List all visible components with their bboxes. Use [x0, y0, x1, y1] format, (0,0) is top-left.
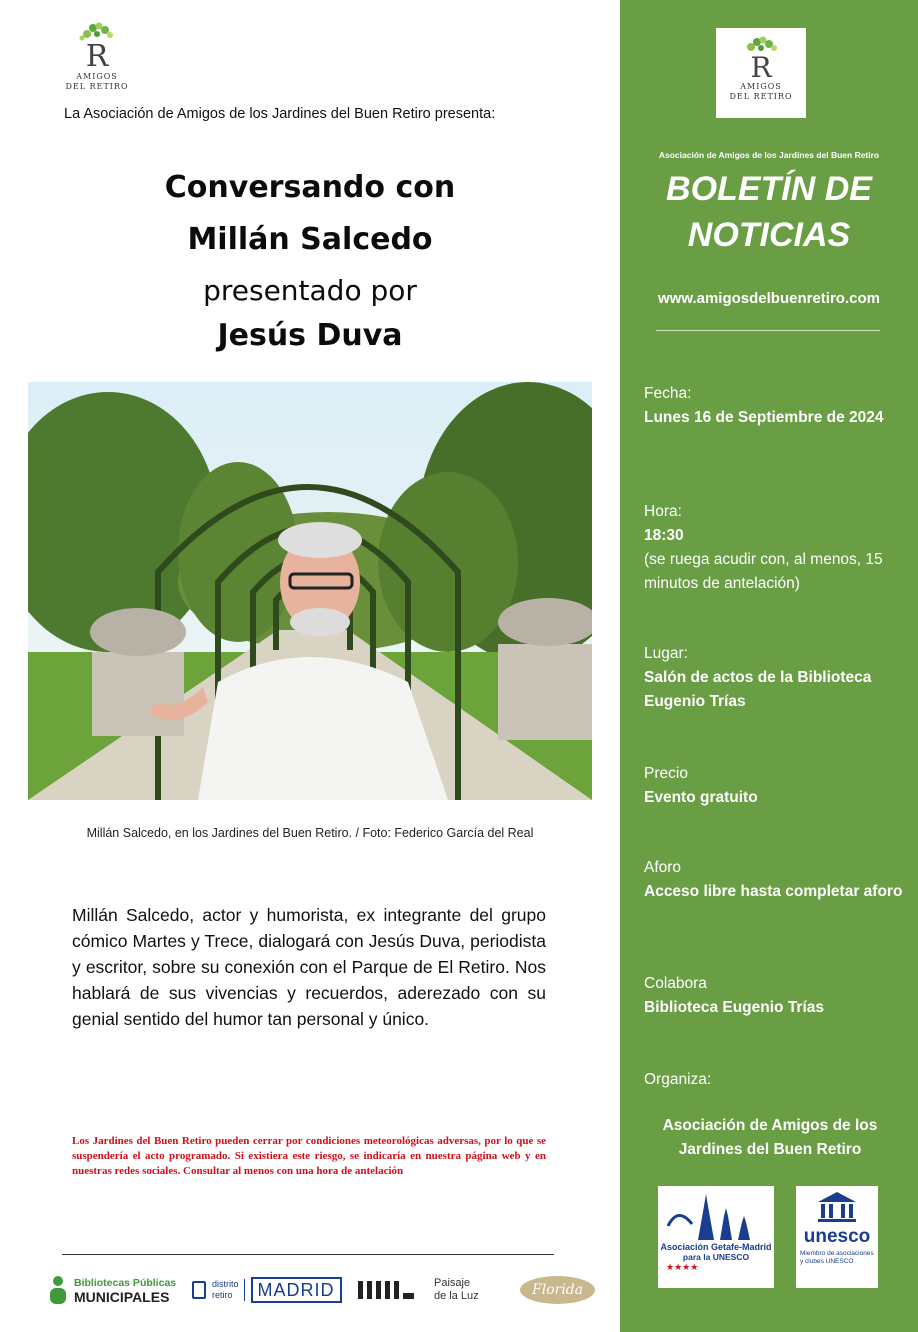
sidebar-logo-letter: R	[750, 51, 772, 84]
people-icon	[46, 1275, 70, 1305]
newsletter-title-line-1: BOLETÍN DE	[666, 170, 872, 208]
unesco-wordmark: unesco	[803, 1226, 871, 1247]
logo-letter: R	[85, 39, 109, 74]
sidebar-logo	[716, 28, 806, 118]
event-photo	[28, 382, 592, 800]
sidebar-logo-bottom: DEL RETIRO	[729, 92, 793, 101]
park-scene-illustration	[28, 382, 592, 800]
getafe-unesco-logo	[658, 1186, 774, 1288]
distrito-line-1: distrito	[212, 1279, 239, 1289]
florida-logo	[520, 1268, 600, 1312]
aforo-label: Aforo	[644, 859, 682, 876]
madrid-logo	[192, 1268, 352, 1312]
madrid-wordmark: MADRID	[251, 1277, 342, 1303]
lugar-value: Salón de actos de la Biblioteca Eugenio Trías	[644, 669, 872, 710]
title-line-1: Conversando con	[164, 170, 456, 205]
barcode-logo	[358, 1268, 422, 1312]
footer-divider	[62, 1254, 554, 1255]
logo-bottom-line: DEL RETIRO	[65, 82, 129, 91]
hora-note: (se ruega acudir con, al menos, 15 minutos de antelación)	[644, 551, 883, 592]
unesco-subtitle: Miembro de asociaciones y clubes UNESCO	[800, 1250, 874, 1265]
photo-caption: Millán Salcedo, en los Jardines del Buen Retiro. / Foto: Federico García del Real	[86, 826, 534, 840]
title-line-3: presentado por	[203, 274, 417, 307]
colabora-block	[644, 972, 906, 1020]
lugar-block	[644, 642, 906, 714]
bibliotecas-line-2: MUNICIPALES	[74, 1289, 170, 1305]
paisaje-line-2: de la Luz	[434, 1290, 479, 1302]
bars-icon	[358, 1279, 414, 1301]
aforo-value: Acceso libre hasta completar aforo	[644, 883, 903, 900]
hora-value: 18:30	[644, 527, 684, 544]
colabora-value: Biblioteca Eugenio Trías	[644, 999, 825, 1016]
paisaje-logo	[434, 1268, 504, 1312]
hora-label: Hora:	[644, 503, 682, 520]
sponsor-logos	[46, 1268, 606, 1312]
fecha-block	[644, 382, 906, 430]
hora-block	[644, 500, 906, 596]
florida-wordmark: Florida	[520, 1276, 595, 1304]
aforo-block	[644, 856, 906, 904]
getafe-line-2: para la UNESCO	[682, 1252, 750, 1262]
sidebar-divider	[656, 330, 880, 331]
bibliotecas-line-1: Bibliotecas Públicas	[74, 1277, 177, 1289]
sidebar-association: Asociación de Amigos de los Jardines del Buen Retiro	[658, 150, 880, 160]
madrid-crest-icon	[192, 1281, 206, 1299]
intro-text: La Asociación de Amigos de los Jardines del Buen Retiro presenta:	[64, 106, 496, 122]
precio-block	[644, 762, 906, 810]
stars-icon: ★★★★	[666, 1262, 699, 1272]
title-line-4: Jesús Duva	[217, 318, 403, 353]
amigos-retiro-logo	[62, 22, 132, 92]
precio-label: Precio	[644, 765, 688, 782]
distrito-line-2: retiro	[212, 1290, 233, 1300]
newsletter-title-line-2: NOTICIAS	[687, 216, 851, 254]
unesco-logo	[796, 1186, 878, 1288]
organiza-label: Organiza:	[644, 1071, 712, 1088]
unesco-temple-icon	[796, 1186, 878, 1226]
event-description: Millán Salcedo, actor y humorista, ex integrante del grupo cómico Martes y Trece, dialogará con Jesús Duva, periodista y escritor, sobre su conexión con el Parque de El Retiro. Nos hablará de sus vivencias y recuerdos, aderezado con su genial sentido del humor tan personal y único.	[72, 905, 546, 1029]
fecha-label: Fecha:	[644, 385, 692, 402]
weather-warning: Los Jardines del Buen Retiro pueden cerrar por condiciones meteorológicas adversas, por lo que se suspendería el acto programado. Si existiera este riesgo, se indicaría en nuestra página web y en nuestras redes sociales. Consultar al menos con una hora de antelación	[72, 1135, 546, 1177]
bibliotecas-logo	[46, 1268, 186, 1312]
lugar-label: Lugar:	[644, 645, 688, 662]
website-link[interactable]: www.amigosdelbuenretiro.com	[658, 290, 880, 307]
getafe-line-1: Asociación Getafe-Madrid	[660, 1242, 772, 1252]
title-line-2: Millán Salcedo	[187, 222, 433, 257]
skyline-icon	[658, 1186, 774, 1242]
organiza-value: Asociación de Amigos de los Jardines del Buen Retiro	[662, 1117, 878, 1158]
colabora-label: Colabora	[644, 975, 707, 992]
newsletter-title	[620, 166, 918, 258]
sidebar-logo-top: AMIGOS	[740, 82, 782, 91]
precio-value: Evento gratuito	[644, 789, 758, 806]
paisaje-line-1: Paisaje	[434, 1277, 471, 1289]
fecha-value: Lunes 16 de Septiembre de 2024	[644, 409, 884, 426]
logo-top-line: AMIGOS	[76, 72, 118, 81]
